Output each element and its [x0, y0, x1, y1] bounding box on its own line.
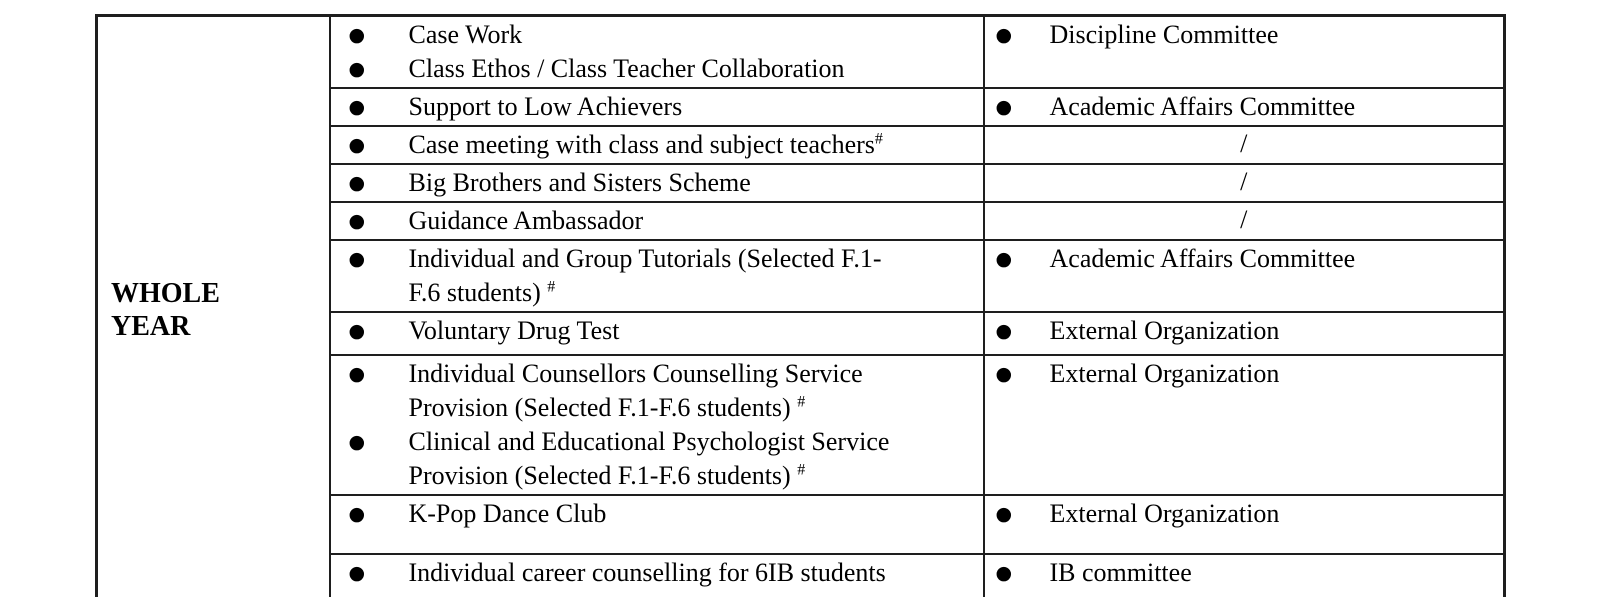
bullet-icon: ● [995, 503, 1013, 525]
footnote-marker: # [797, 461, 806, 479]
committee-label-text: External Organization [1049, 359, 1280, 388]
activities-cell [330, 240, 984, 312]
activities-cell [330, 88, 984, 126]
activity-label-text: Big Brothers and Sisters Scheme [408, 168, 751, 197]
committee-empty-cell [984, 164, 1505, 202]
bullet-icon: ● [348, 431, 366, 453]
bullet-icon: ● [348, 58, 366, 80]
bullet-item [996, 18, 1500, 52]
activity-label-text: Clinical and Educational Psychologist Service Provision (Selected F.1-F.6 students) [408, 427, 890, 490]
bullet-icon: ● [995, 24, 1013, 46]
activity-label-text: Individual career counselling for 6IB students [408, 558, 886, 587]
bullet-icon: ● [348, 562, 366, 584]
activity-label [409, 18, 911, 52]
activity-label [409, 90, 911, 124]
period-cell [97, 16, 330, 597]
bullet-item [349, 52, 979, 86]
bullet-item [996, 357, 1500, 391]
bullet-item [349, 425, 979, 493]
committee-label [1050, 242, 1356, 276]
committee-empty-cell [984, 202, 1505, 240]
committee-label [1050, 314, 1280, 348]
period-label: WHOLE YEAR [111, 278, 220, 343]
bullet-icon: ● [348, 320, 366, 342]
bullet-item [996, 90, 1500, 124]
activity-label [409, 166, 911, 200]
committee-label-text: External Organization [1049, 316, 1280, 345]
committee-cell [984, 495, 1505, 554]
bullet-item [996, 556, 1500, 590]
committee-label-text: IB committee [1049, 558, 1192, 587]
activity-label-text: Individual Counsellors Counselling Service Provision (Selected F.1-F.6 students) [408, 359, 863, 422]
activity-label-text: Case meeting with class and subject teachers [408, 130, 875, 159]
bullet-icon: ● [995, 248, 1013, 270]
bullet-icon: ● [348, 210, 366, 232]
bullet-icon: ● [995, 320, 1013, 342]
activity-label [409, 357, 911, 425]
bullet-item [349, 314, 979, 348]
footnote-marker: # [797, 393, 806, 411]
bullet-item [349, 357, 979, 425]
activities-cell [330, 164, 984, 202]
guidance-activities-table [95, 14, 1506, 597]
bullet-icon: ● [348, 363, 366, 385]
committee-label-text: Academic Affairs Committee [1049, 244, 1356, 273]
committee-cell [984, 88, 1505, 126]
committee-label-text: External Organization [1049, 499, 1280, 528]
activities-cell [330, 16, 984, 89]
bullet-item [996, 314, 1500, 348]
activity-label-text: Guidance Ambassador [408, 206, 644, 235]
committee-label-text: Academic Affairs Committee [1049, 92, 1356, 121]
committee-label [1050, 90, 1356, 124]
empty-marker: / [1240, 167, 1248, 196]
committee-cell [984, 554, 1505, 597]
committee-label-text: Discipline Committee [1049, 20, 1279, 49]
schedule-table-wrap [95, 14, 1506, 597]
activities-cell [330, 355, 984, 495]
bullet-item [349, 90, 979, 124]
bullet-item [349, 18, 979, 52]
committee-label [1050, 556, 1192, 590]
bullet-item [349, 556, 979, 590]
activity-label-text: Case Work [408, 20, 523, 49]
bullet-icon: ● [348, 503, 366, 525]
bullet-item [349, 128, 979, 162]
bullet-icon: ● [348, 134, 366, 156]
committee-label [1050, 18, 1279, 52]
bullet-icon: ● [995, 363, 1013, 385]
bullet-item [349, 497, 979, 531]
bullet-icon: ● [348, 172, 366, 194]
table-row [97, 16, 1505, 89]
committee-cell [984, 16, 1505, 89]
bullet-icon: ● [995, 562, 1013, 584]
committee-label [1050, 357, 1280, 391]
bullet-icon: ● [348, 248, 366, 270]
committee-empty-cell [984, 126, 1505, 164]
activities-cell [330, 554, 984, 597]
footnote-marker: # [547, 278, 556, 296]
bullet-icon: ● [995, 96, 1013, 118]
activities-cell [330, 495, 984, 554]
committee-cell [984, 240, 1505, 312]
activities-cell [330, 202, 984, 240]
activity-label [409, 242, 911, 310]
activity-label-text: K-Pop Dance Club [408, 499, 607, 528]
bullet-item [996, 497, 1500, 531]
empty-marker: / [1240, 205, 1248, 234]
committee-label [1050, 497, 1280, 531]
bullet-item [349, 242, 979, 310]
bullet-icon: ● [348, 24, 366, 46]
activity-label-text: Class Ethos / Class Teacher Collaboration [408, 54, 845, 83]
empty-marker: / [1240, 129, 1248, 158]
activity-label [409, 556, 911, 590]
committee-cell [984, 312, 1505, 355]
activities-cell [330, 126, 984, 164]
activity-label [409, 128, 911, 162]
activity-label [409, 497, 911, 531]
activities-cell [330, 312, 984, 355]
bullet-item [349, 166, 979, 200]
activity-label [409, 204, 911, 238]
bullet-item [349, 204, 979, 238]
bullet-item [996, 242, 1500, 276]
activity-label [409, 425, 911, 493]
activity-label-text: Individual and Group Tutorials (Selected F.1-F.6 students) [408, 244, 882, 307]
activity-label-text: Voluntary Drug Test [408, 316, 620, 345]
activity-label-text: Support to Low Achievers [408, 92, 683, 121]
activity-label [409, 52, 911, 86]
committee-cell [984, 355, 1505, 495]
activity-label [409, 314, 911, 348]
footnote-marker: # [874, 130, 883, 148]
bullet-icon: ● [348, 96, 366, 118]
